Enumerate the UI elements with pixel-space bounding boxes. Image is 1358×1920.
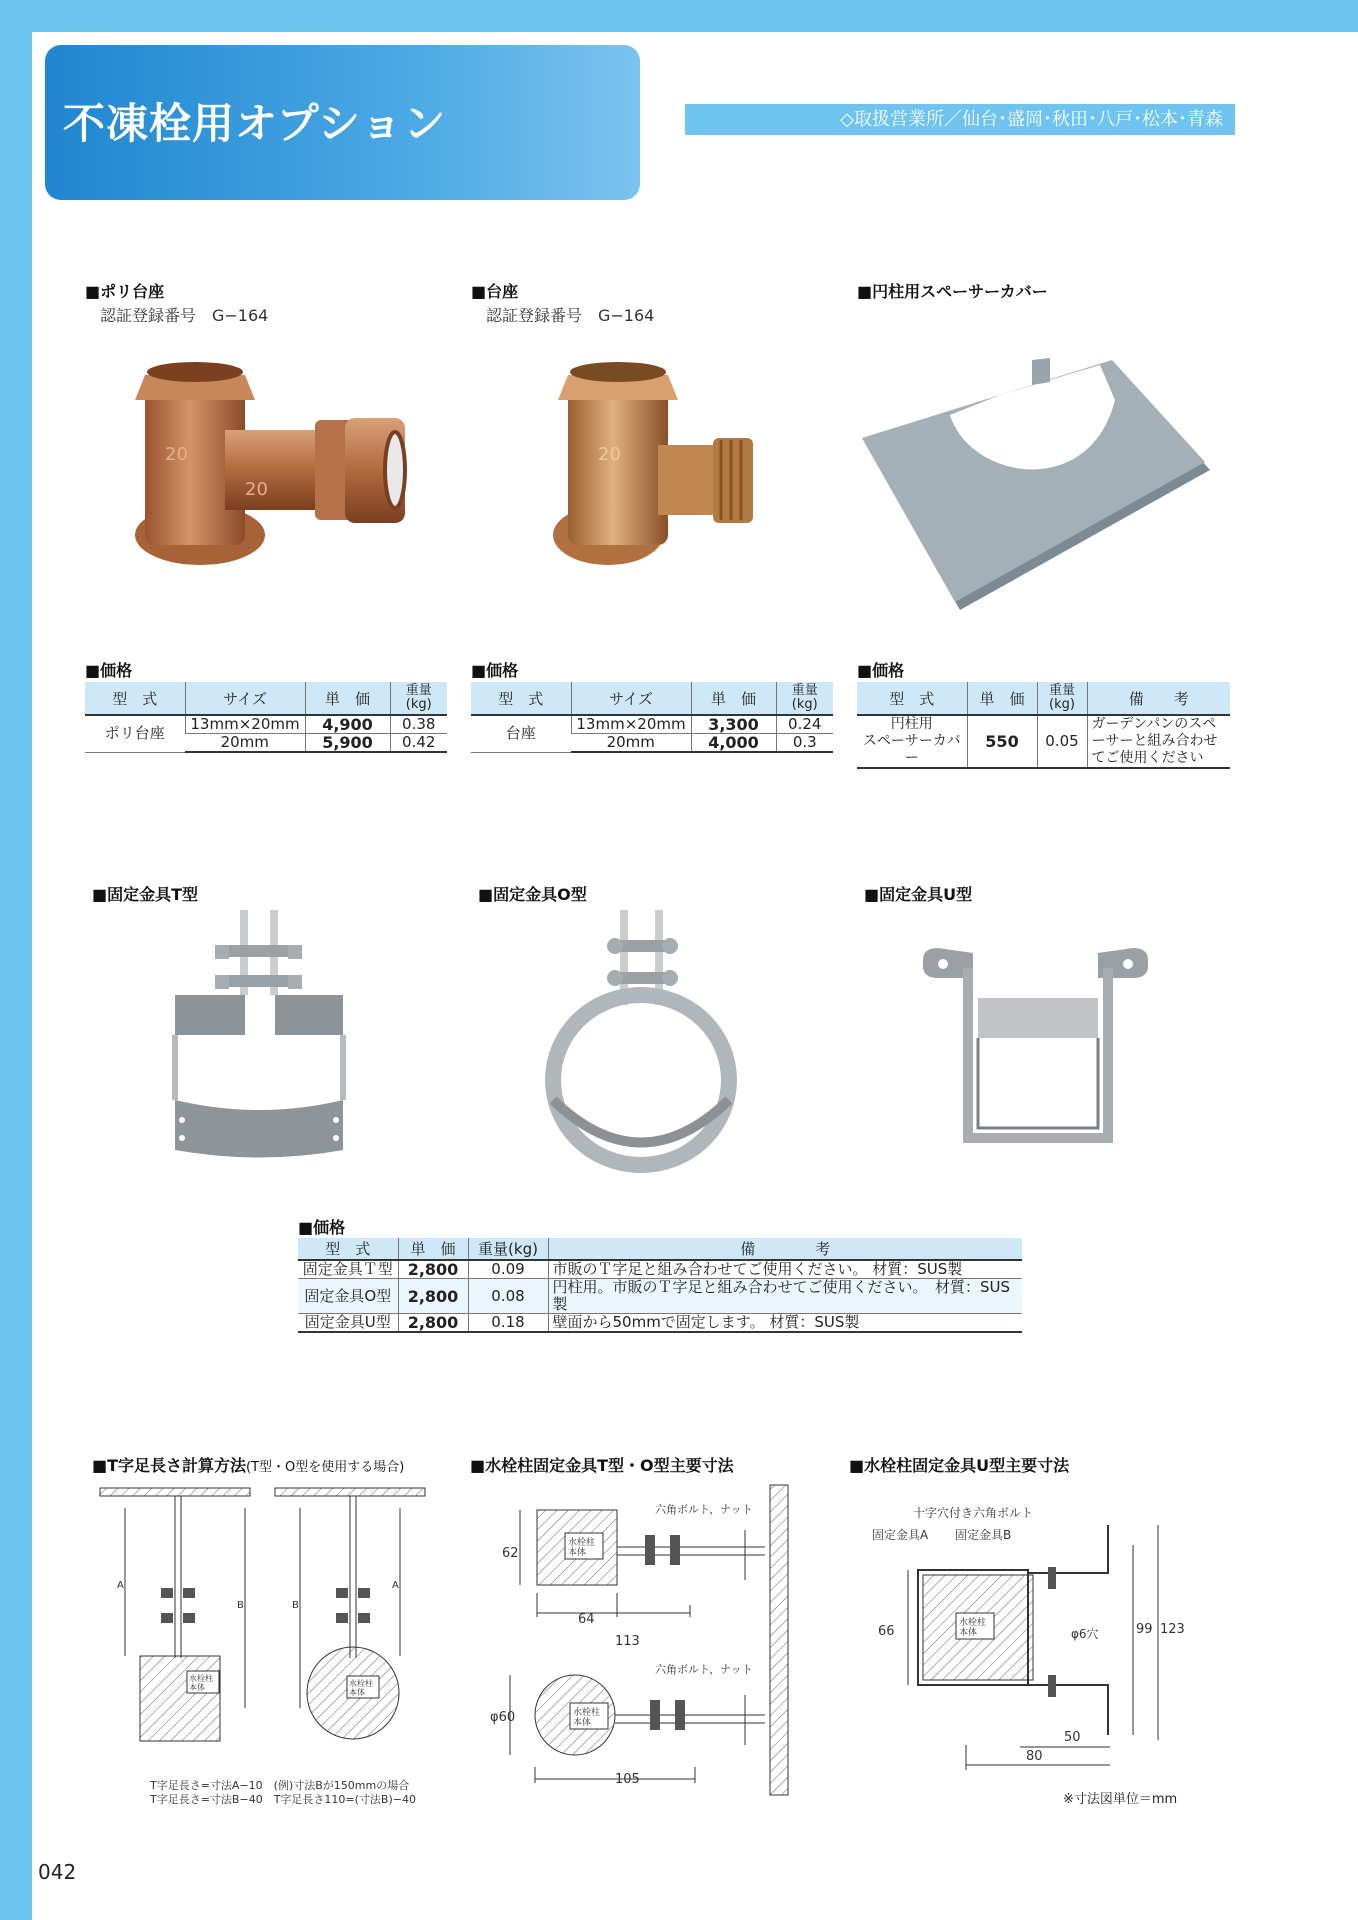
- price-cell: 550: [967, 715, 1037, 768]
- unit-note: ※寸法図単位＝mm: [1063, 1792, 1178, 1807]
- note-cell: 円柱用。市販のＴ字足と組み合わせてご使用ください。 材質：SUS製: [548, 1279, 1022, 1314]
- price-heading-fittings: ■価格: [298, 1218, 346, 1237]
- dim-phi60: φ60: [490, 1710, 516, 1725]
- base-title: ■台座: [471, 282, 519, 301]
- price-cell: 2,800: [398, 1314, 468, 1333]
- dim-105: 105: [615, 1772, 640, 1787]
- price-cell: 2,800: [398, 1279, 468, 1314]
- dim-B-right: B: [292, 1600, 299, 1611]
- col-note: 備 考: [548, 1238, 1022, 1260]
- frame-left: [0, 0, 32, 1920]
- table-row: [857, 715, 1230, 768]
- fitting-t-title: ■固定金具T型: [92, 885, 199, 904]
- page-title: 不凍栓用オプション: [63, 99, 447, 148]
- svg-text:20: 20: [165, 444, 188, 465]
- price-table-fittings: [298, 1238, 1022, 1333]
- cross-bolt-label: 十字穴付き六角ボルト: [913, 1506, 1034, 1520]
- calc-method-title: [92, 1453, 404, 1476]
- dim-113: 113: [615, 1634, 640, 1649]
- col-weight: 重量 (kg): [390, 682, 447, 715]
- dim-80: 80: [1026, 1749, 1043, 1764]
- dim-64: 64: [578, 1612, 595, 1627]
- col-price: 単 価: [967, 682, 1037, 715]
- size-cell: 20mm: [185, 734, 305, 753]
- size-cell: 13mm×20mm: [185, 715, 305, 734]
- svg-text:20: 20: [245, 479, 268, 500]
- weight-cell: 0.08: [468, 1279, 548, 1314]
- price-cell: 4,000: [691, 734, 776, 753]
- bolt-nut-label-bottom: 六角ボルト、ナット: [655, 1663, 753, 1676]
- col-price: 単 価: [305, 682, 390, 715]
- price-table-poly: [85, 682, 447, 753]
- fitting-u-title: ■固定金具U型: [864, 885, 973, 904]
- base-cert: 認証登録番号 G−164: [486, 306, 655, 325]
- poly-base-cert: 認証登録番号 G−164: [100, 306, 269, 325]
- table-row: [298, 1314, 1022, 1333]
- fitting-u-photo: [918, 948, 1153, 1148]
- fitting-a-label: 固定金具A: [872, 1528, 929, 1542]
- weight-cell: 0.05: [1037, 715, 1087, 768]
- fitting-b-label: 固定金具B: [955, 1528, 1012, 1542]
- post-label-to-bottom: 水栓柱本体: [573, 1708, 601, 1728]
- size-cell: 20mm: [571, 734, 691, 753]
- frame-top: [0, 0, 1358, 32]
- price-table-spacer: [857, 682, 1230, 769]
- bolt-nut-label-top: 六角ボルト、ナット: [655, 1503, 753, 1516]
- price-cell: 2,800: [398, 1260, 468, 1279]
- table-row: [298, 1279, 1022, 1314]
- col-price: 単 価: [691, 682, 776, 715]
- note-cell: 壁面から50mmで固定します。 材質：SUS製: [548, 1314, 1022, 1333]
- size-cell: 13mm×20mm: [571, 715, 691, 734]
- post-label-square: 水栓柱本体: [189, 1674, 213, 1692]
- col-model: 型 式: [471, 682, 571, 715]
- model-cell: ポリ台座: [85, 715, 185, 752]
- to-dimensions-title: ■水栓柱固定金具T型・O型主要寸法: [470, 1456, 734, 1475]
- note-cell: ガーデンパンのスペーサーと組み合わせてご使用ください: [1087, 715, 1230, 768]
- col-note: 備 考: [1087, 682, 1230, 715]
- fitting-o-photo: [545, 910, 745, 1175]
- col-model: 型 式: [857, 682, 967, 715]
- spacer-cover-photo: [860, 360, 1215, 615]
- calc-note-2: T字足長さ=寸法B−40 T字足長さ110=(寸法B)−40: [150, 1793, 416, 1806]
- price-cell: 5,900: [305, 734, 390, 753]
- price-heading-spacer: ■価格: [857, 661, 905, 680]
- post-label-to-top: 水栓柱本体: [568, 1538, 596, 1558]
- price-heading-base: ■価格: [471, 661, 519, 680]
- to-dimensions-diagram: [480, 1485, 810, 1800]
- svg-text:20: 20: [598, 444, 621, 465]
- weight-cell: 0.18: [468, 1314, 548, 1333]
- table-row: [298, 1260, 1022, 1279]
- dim-A-left: A: [117, 1580, 124, 1591]
- u-dimensions-diagram: [868, 1505, 1185, 1775]
- post-label-round: 水栓柱本体: [349, 1679, 373, 1697]
- weight-cell: 0.24: [776, 715, 833, 734]
- hole-label: φ6穴: [1071, 1627, 1099, 1641]
- calc-note-1: T字足長さ=寸法A−10 (例)寸法Bが150mmの場合: [150, 1779, 410, 1792]
- dim-123: 123: [1160, 1622, 1185, 1637]
- calc-method-diagram: [95, 1488, 435, 1773]
- model-cell: 固定金具Ｔ型: [298, 1260, 398, 1279]
- note-cell: 市販のＴ字足と組み合わせてご使用ください。 材質：SUS製: [548, 1260, 1022, 1279]
- calc-method-title-main: ■T字足長さ計算方法: [92, 1456, 247, 1475]
- col-size: サイズ: [571, 682, 691, 715]
- weight-cell: 0.42: [390, 734, 447, 753]
- poly-base-photo: [125, 360, 415, 575]
- model-cell: 固定金具U型: [298, 1314, 398, 1333]
- col-weight: 重量 (kg): [776, 682, 833, 715]
- page-number: 042: [38, 1860, 77, 1884]
- price-cell: 4,900: [305, 715, 390, 734]
- dim-62: 62: [502, 1546, 519, 1561]
- model-cell: 固定金具O型: [298, 1279, 398, 1314]
- base-photo: [553, 360, 763, 575]
- calc-method-title-sub: (T型・O型を使用する場合): [246, 1460, 405, 1475]
- spacer-cover-title: ■円柱用スペーサーカバー: [857, 282, 1048, 301]
- poly-base-title: ■ポリ台座: [85, 282, 165, 301]
- weight-cell: 0.38: [390, 715, 447, 734]
- u-dimensions-title: ■水栓柱固定金具U型主要寸法: [849, 1456, 1070, 1475]
- col-model: 型 式: [85, 682, 185, 715]
- dim-50: 50: [1064, 1730, 1081, 1745]
- model-cell: 円柱用 スペーサーカバー: [857, 715, 967, 768]
- table-row: [85, 715, 447, 734]
- dim-B-left: B: [237, 1600, 244, 1611]
- model-cell: 台座: [471, 715, 571, 752]
- dim-66: 66: [878, 1624, 895, 1639]
- offices-banner: ◇取扱営業所／仙台･盛岡･秋田･八戸･松本･青森: [685, 104, 1235, 135]
- col-weight: 重量(kg): [468, 1238, 548, 1260]
- weight-cell: 0.3: [776, 734, 833, 753]
- col-size: サイズ: [185, 682, 305, 715]
- col-price: 単 価: [398, 1238, 468, 1260]
- col-model: 型 式: [298, 1238, 398, 1260]
- table-row: [471, 715, 833, 734]
- price-cell: 3,300: [691, 715, 776, 734]
- dim-A-right: A: [392, 1580, 399, 1591]
- col-weight: 重量 (kg): [1037, 682, 1087, 715]
- price-table-base: [471, 682, 833, 753]
- fitting-t-photo: [170, 910, 350, 1160]
- title-box: [45, 45, 640, 200]
- weight-cell: 0.09: [468, 1260, 548, 1279]
- post-label-u: 水栓柱本体: [959, 1618, 987, 1638]
- price-heading-poly: ■価格: [85, 661, 133, 680]
- dim-99: 99: [1136, 1622, 1153, 1637]
- fitting-o-title: ■固定金具O型: [478, 885, 587, 904]
